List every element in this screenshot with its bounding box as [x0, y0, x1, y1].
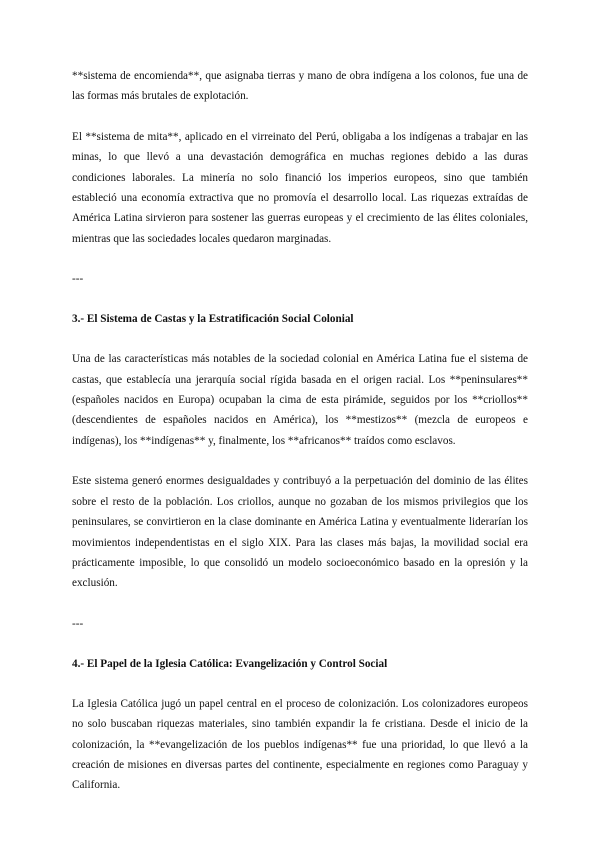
paragraph-castas: Una de las características más notables de la sociedad colonial en América Latina fue el sistema de castas, que establecía una jerarquía social rígida basada en el origen racial. Los **peninsulares** (españoles nacidos en Europa) ocupaban la cima de esta pirámide, seguidos por los **criollos** (descendientes de españoles nacidos en América), los **mestizos** (mezcla de europeos e indígenas), los **indígenas** y, finalmente, los **africanos** traídos como esclavos.: [72, 353, 528, 447]
section-heading-castas: 3.- El Sistema de Castas y la Estratificación Social Colonial: [72, 313, 354, 326]
paragraph-desigualdades: Este sistema generó enormes desigualdades y contribuyó a la perpetuación del dominio de las élites sobre el resto de la población. Los criollos, aunque no gozaban de los mismos privilegios que los peninsulares, se convirtieron en la clase dominante en América Latina y eventualmente liderarían los movimientos independentistas en el siglo XIX. Para las clases más bajas, la movilidad social era prácticamente imposible, lo que consolidó un modelo socioeconómico basado en la opresión y la exclusión.: [72, 475, 528, 590]
paragraph-encomienda: **sistema de encomienda**, que asignaba tierras y mano de obra indígena a los colonos, fue una de las formas más brutales de explotación.: [72, 70, 528, 103]
paragraph-mita: El **sistema de mita**, aplicado en el virreinato del Perú, obligaba a los indígenas a trabajar en las minas, lo que llevó a una devastación demográfica en muchas regiones debido a las duras condiciones laborales. La minería no solo financió los imperios europeos, sino que también estableció una economía extractiva que no promovía el desarrollo local. Las riquezas extraídas de América Latina sirvieron para sostener las guerras europeas y el crecimiento de las élites coloniales, mientras que las sociedades locales quedaron marginadas.: [72, 130, 528, 245]
section-separator: ---: [72, 273, 84, 286]
paragraph-iglesia: La Iglesia Católica jugó un papel central en el proceso de colonización. Los colonizadores europeos no solo buscaban riquezas materiales, sino también expandir la fe cristiana. Desde el inicio de la colonización, la **evangelización de los pueblos indígenas** fue una prioridad, lo que llevó a la creación de misiones en diversas partes del continente, especialmente en regiones como Paraguay y California.: [72, 697, 528, 792]
section-heading-iglesia: 4.- El Papel de la Iglesia Católica: Evangelización y Control Social: [72, 657, 388, 670]
section-separator: ---: [72, 617, 84, 630]
